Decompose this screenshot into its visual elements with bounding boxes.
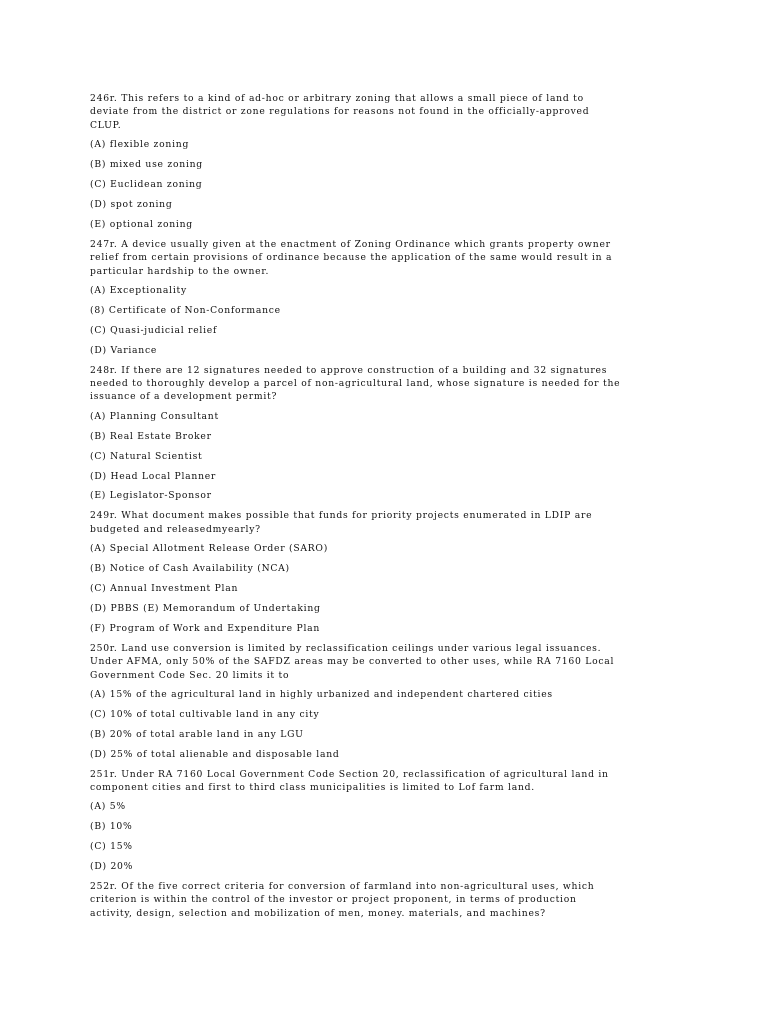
question-text bbox=[90, 92, 688, 132]
answer-option: (D) 25% of total alienable and disposable land bbox=[90, 748, 340, 760]
question-line: CLUP. bbox=[90, 119, 122, 131]
question-249r bbox=[90, 509, 688, 635]
question-line: component cities and first to third class municipalities is limited to Lof farm land. bbox=[90, 781, 535, 793]
question-line: Under AFMA, only 50% of the SAFDZ areas may be converted to other uses, while RA 7160 Local bbox=[90, 656, 615, 668]
question-line: 249r. What document makes possible that funds for priority projects enumerated in LDIP are bbox=[90, 510, 593, 522]
answer-option: (B) 10% bbox=[90, 821, 133, 833]
answer-option: (A) Planning Consultant bbox=[90, 410, 219, 422]
answer-option: (B) Notice of Cash Availability (NCA) bbox=[90, 563, 290, 575]
question-line: 250r. Land use conversion is limited by reclassification ceilings under various legal issuances. bbox=[90, 642, 602, 654]
answer-option: (C) 10% of total cultivable land in any city bbox=[90, 708, 320, 720]
question-text bbox=[90, 238, 688, 278]
question-line: 252r. Of the five correct criteria for conversion of farmland into non-agricultural uses, which bbox=[90, 880, 595, 892]
answer-option: (D) spot zoning bbox=[90, 198, 173, 210]
answer-option: (C) Annual Investment Plan bbox=[90, 582, 239, 594]
question-250r bbox=[90, 642, 688, 761]
answer-option: (B) mixed use zoning bbox=[90, 159, 203, 171]
answer-option: (E) optional zoning bbox=[90, 218, 193, 230]
question-line: 248r. If there are 12 signatures needed to approve construction of a building and 32 signatures bbox=[90, 364, 608, 376]
question-line: Government Code Sec. 20 limits it to bbox=[90, 669, 290, 681]
question-text bbox=[90, 880, 688, 920]
question-line: criterion is within the control of the investor or project proponent, in terms of production bbox=[90, 894, 577, 906]
question-line: particular hardship to the owner. bbox=[90, 265, 270, 277]
answer-option: (C) 15% bbox=[90, 841, 133, 853]
question-248r bbox=[90, 364, 688, 503]
question-text bbox=[90, 642, 688, 682]
answer-option: (D) Head Local Planner bbox=[90, 470, 217, 482]
answer-option: (B) Real Estate Broker bbox=[90, 430, 212, 442]
answer-option: (A) Exceptionality bbox=[90, 284, 187, 296]
answer-option: (D) Variance bbox=[90, 344, 158, 356]
question-251r bbox=[90, 768, 688, 874]
answer-option: (C) Quasi-judicial relief bbox=[90, 324, 218, 336]
question-text bbox=[90, 509, 688, 536]
answer-option: (C) Natural Scientist bbox=[90, 450, 203, 462]
question-line: 247r. A device usually given at the enactment of Zoning Ordinance which grants property owner bbox=[90, 238, 611, 250]
question-line: relief from certain provisions of ordinance because the application of the same would result in a bbox=[90, 252, 613, 264]
answer-option: (F) Program of Work and Expenditure Plan bbox=[90, 622, 321, 634]
question-line: issuance of a development permit? bbox=[90, 391, 278, 403]
question-line: activity, design, selection and mobilization of men, money. materials, and machines? bbox=[90, 907, 546, 919]
question-247r bbox=[90, 238, 688, 357]
answer-option: (E) Legislator-Sponsor bbox=[90, 490, 212, 502]
question-line: budgeted and releasedmyearly? bbox=[90, 523, 261, 535]
answer-option: (C) Euclidean zoning bbox=[90, 179, 203, 191]
question-252r bbox=[90, 880, 688, 920]
answer-option: (A) 5% bbox=[90, 801, 126, 813]
question-246r bbox=[90, 92, 688, 231]
answer-option: (A) Special Allotment Release Order (SARO) bbox=[90, 543, 329, 555]
answer-option: (D) PBBS (E) Memorandum of Undertaking bbox=[90, 602, 321, 614]
answer-option: (D) 20% bbox=[90, 861, 134, 873]
answer-option: (A) flexible zoning bbox=[90, 139, 190, 151]
question-line: 251r. Under RA 7160 Local Government Code Section 20, reclassification of agricultural land in bbox=[90, 768, 609, 780]
answer-option: (8) Certificate of Non-Conformance bbox=[90, 304, 281, 316]
question-line: needed to thoroughly develop a parcel of non-agricultural land, whose signature is needed for the bbox=[90, 378, 621, 389]
question-line: deviate from the district or zone regulations for reasons not found in the officially-approved bbox=[90, 106, 590, 118]
answer-option: (B) 20% of total arable land in any LGU bbox=[90, 728, 304, 740]
question-line: 246r. This refers to a kind of ad-hoc or arbitrary zoning that allows a small piece of land to bbox=[90, 93, 584, 104]
answer-option: (A) 15% of the agricultural land in highly urbanized and independent chartered cities bbox=[90, 688, 553, 700]
question-text bbox=[90, 364, 688, 404]
question-text bbox=[90, 768, 688, 795]
